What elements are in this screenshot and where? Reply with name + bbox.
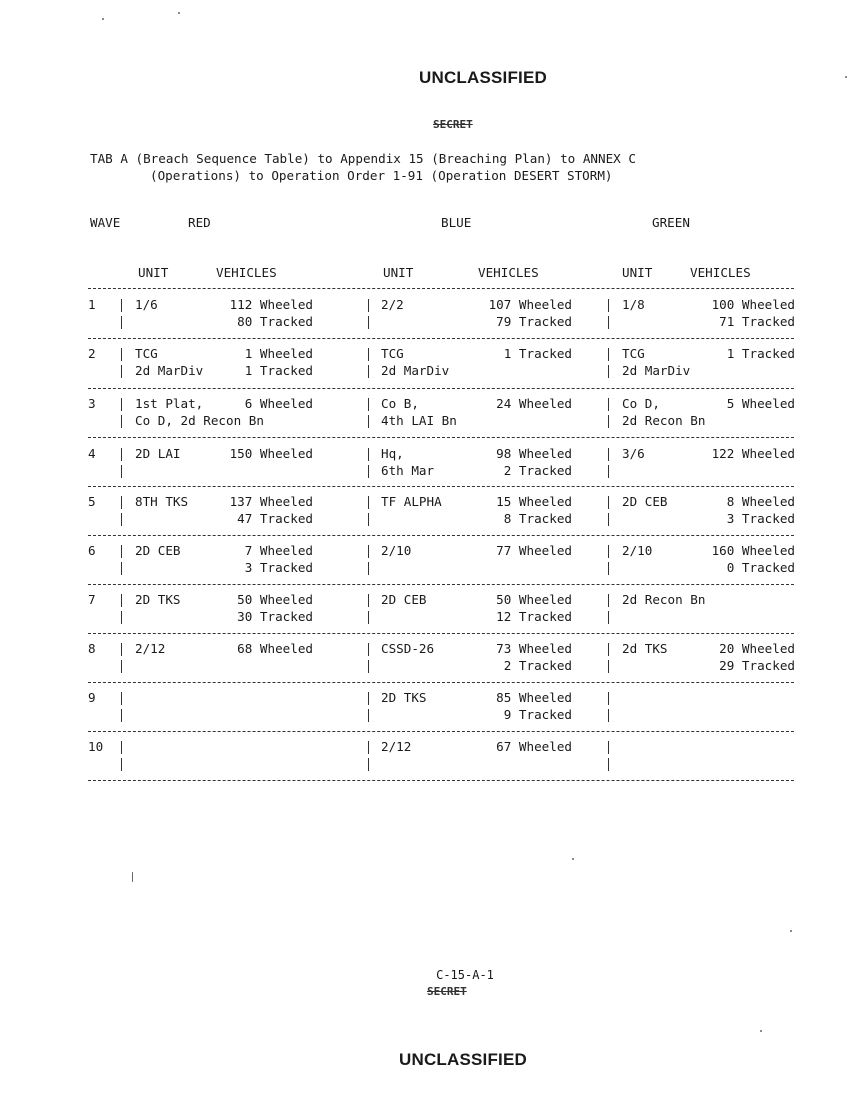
column-divider bbox=[368, 465, 369, 478]
blue-vehicles: 67 Wheeled bbox=[496, 739, 572, 754]
red-unit: 8TH TKS bbox=[135, 494, 189, 509]
column-divider bbox=[368, 513, 369, 526]
blue-unit: Hq, bbox=[381, 446, 404, 461]
wave-number: 9 bbox=[88, 690, 96, 705]
row-separator bbox=[88, 535, 794, 536]
row-separator bbox=[88, 682, 794, 683]
column-divider bbox=[608, 741, 609, 754]
red-unit: 1st Plat, bbox=[135, 396, 204, 411]
blue-unit: 4th LAI Bn bbox=[381, 413, 457, 428]
green-vehicles: 122 Wheeled bbox=[711, 446, 795, 461]
red-unit-header: UNIT bbox=[138, 265, 169, 280]
blue-unit: 6th Mar bbox=[381, 463, 435, 478]
red-vehicles: 30 Tracked bbox=[237, 609, 313, 624]
column-divider bbox=[368, 660, 369, 673]
column-divider bbox=[368, 348, 369, 361]
column-divider bbox=[608, 365, 609, 378]
blue-vehicles: 107 Wheeled bbox=[488, 297, 572, 312]
classification-top: UNCLASSIFIED bbox=[418, 68, 548, 87]
blue-unit: CSSD-26 bbox=[381, 641, 435, 656]
red-unit: 2D LAI bbox=[135, 446, 181, 461]
column-divider bbox=[368, 692, 369, 705]
red-vehicles: 50 Wheeled bbox=[237, 592, 313, 607]
blue-vehicles: 12 Tracked bbox=[496, 609, 572, 624]
column-divider bbox=[368, 448, 369, 461]
red-vehicles: 150 Wheeled bbox=[229, 446, 313, 461]
struck-classification-top: SECRET bbox=[433, 118, 473, 131]
blue-vehicles: 50 Wheeled bbox=[496, 592, 572, 607]
red-unit: 1/6 bbox=[135, 297, 158, 312]
row-separator bbox=[88, 584, 794, 585]
column-divider bbox=[368, 299, 369, 312]
column-divider bbox=[608, 348, 609, 361]
column-divider bbox=[368, 709, 369, 722]
struck-classification-bottom: SECRET bbox=[427, 985, 467, 998]
green-vehicles: 3 Tracked bbox=[726, 511, 795, 526]
column-divider bbox=[368, 643, 369, 656]
column-divider bbox=[608, 758, 609, 771]
green-vehicles: 5 Wheeled bbox=[726, 396, 795, 411]
row-separator bbox=[88, 780, 794, 781]
green-unit: TCG bbox=[622, 346, 645, 361]
column-divider bbox=[121, 692, 122, 705]
column-divider bbox=[368, 316, 369, 329]
red-vehicles: 80 Tracked bbox=[237, 314, 313, 329]
wave-number: 5 bbox=[88, 494, 96, 509]
green-vehicles: 0 Tracked bbox=[726, 560, 795, 575]
column-divider bbox=[608, 415, 609, 428]
column-divider bbox=[121, 758, 122, 771]
row-separator bbox=[88, 486, 794, 487]
column-divider bbox=[121, 448, 122, 461]
scan-speck bbox=[572, 858, 574, 860]
column-divider bbox=[608, 299, 609, 312]
wave-number: 6 bbox=[88, 543, 96, 558]
column-divider bbox=[121, 348, 122, 361]
green-vehicles: 8 Wheeled bbox=[726, 494, 795, 509]
column-divider bbox=[121, 562, 122, 575]
col-blue: BLUE bbox=[441, 215, 472, 230]
green-vehicles: 100 Wheeled bbox=[711, 297, 795, 312]
green-unit: 2/10 bbox=[622, 543, 653, 558]
column-divider bbox=[608, 611, 609, 624]
column-divider bbox=[608, 496, 609, 509]
green-unit: 1/8 bbox=[622, 297, 645, 312]
column-divider bbox=[121, 365, 122, 378]
row-separator bbox=[88, 633, 794, 634]
column-divider bbox=[608, 643, 609, 656]
col-green: GREEN bbox=[652, 215, 690, 230]
wave-number: 4 bbox=[88, 446, 96, 461]
column-divider bbox=[608, 692, 609, 705]
blue-unit: 2d MarDiv bbox=[381, 363, 450, 378]
column-divider bbox=[368, 594, 369, 607]
red-unit: 2/12 bbox=[135, 641, 166, 656]
red-unit: 2D TKS bbox=[135, 592, 181, 607]
column-divider bbox=[368, 415, 369, 428]
column-divider bbox=[121, 496, 122, 509]
green-vehicles: 20 Wheeled bbox=[719, 641, 795, 656]
red-vehicles: 7 Wheeled bbox=[244, 543, 313, 558]
col-wave: WAVE bbox=[90, 215, 121, 230]
row-separator bbox=[88, 731, 794, 732]
col-red: RED bbox=[188, 215, 211, 230]
green-vehicles: 1 Tracked bbox=[726, 346, 795, 361]
column-divider bbox=[121, 594, 122, 607]
red-vehicles: 3 Tracked bbox=[244, 560, 313, 575]
row-separator bbox=[88, 338, 794, 339]
column-divider bbox=[368, 741, 369, 754]
green-unit-header: UNIT bbox=[622, 265, 653, 280]
scan-speck bbox=[178, 12, 180, 14]
column-divider bbox=[368, 398, 369, 411]
column-divider bbox=[121, 465, 122, 478]
blue-vehicles: 98 Wheeled bbox=[496, 446, 572, 461]
red-vehicles-header: VEHICLES bbox=[216, 265, 277, 280]
scan-speck bbox=[102, 18, 104, 20]
red-vehicles: 137 Wheeled bbox=[229, 494, 313, 509]
scan-speck bbox=[132, 872, 133, 882]
page-number: C-15-A-1 bbox=[436, 968, 494, 982]
column-divider bbox=[608, 660, 609, 673]
column-divider bbox=[121, 643, 122, 656]
column-divider bbox=[368, 545, 369, 558]
blue-vehicles: 73 Wheeled bbox=[496, 641, 572, 656]
red-vehicles: 68 Wheeled bbox=[237, 641, 313, 656]
red-vehicles: 47 Tracked bbox=[237, 511, 313, 526]
green-unit: 2d Recon Bn bbox=[622, 413, 706, 428]
green-unit: 2d TKS bbox=[622, 641, 668, 656]
column-divider bbox=[368, 562, 369, 575]
green-unit: 2d MarDiv bbox=[622, 363, 691, 378]
column-divider bbox=[608, 398, 609, 411]
green-unit: Co D, bbox=[622, 396, 660, 411]
blue-vehicles: 79 Tracked bbox=[496, 314, 572, 329]
green-unit: 2D CEB bbox=[622, 494, 668, 509]
column-divider bbox=[121, 709, 122, 722]
row-separator bbox=[88, 288, 794, 289]
wave-number: 3 bbox=[88, 396, 96, 411]
column-divider bbox=[608, 513, 609, 526]
green-vehicles: 71 Tracked bbox=[719, 314, 795, 329]
red-unit: Co D, 2d Recon Bn bbox=[135, 413, 264, 428]
red-vehicles: 1 Tracked bbox=[244, 363, 313, 378]
column-divider bbox=[608, 465, 609, 478]
blue-unit: TF ALPHA bbox=[381, 494, 442, 509]
column-divider bbox=[121, 611, 122, 624]
green-unit: 2d Recon Bn bbox=[622, 592, 706, 607]
red-vehicles: 112 Wheeled bbox=[229, 297, 313, 312]
heading-line-1: TAB A (Breach Sequence Table) to Appendix 15 (Breaching Plan) to ANNEX C bbox=[90, 151, 636, 166]
heading-line-2: (Operations) to Operation Order 1-91 (Operation DESERT STORM) bbox=[150, 168, 613, 183]
column-divider bbox=[121, 741, 122, 754]
blue-vehicles: 9 Tracked bbox=[503, 707, 572, 722]
blue-unit: 2D TKS bbox=[381, 690, 427, 705]
column-divider bbox=[121, 415, 122, 428]
blue-unit: 2D CEB bbox=[381, 592, 427, 607]
column-divider bbox=[368, 496, 369, 509]
column-divider bbox=[608, 316, 609, 329]
wave-number: 10 bbox=[88, 739, 104, 754]
classification-bottom: UNCLASSIFIED bbox=[398, 1050, 528, 1069]
red-unit: 2D CEB bbox=[135, 543, 181, 558]
wave-number: 1 bbox=[88, 297, 96, 312]
blue-unit: Co B, bbox=[381, 396, 419, 411]
blue-vehicles: 2 Tracked bbox=[503, 463, 572, 478]
row-separator bbox=[88, 437, 794, 438]
blue-unit: 2/10 bbox=[381, 543, 412, 558]
green-unit: 3/6 bbox=[622, 446, 645, 461]
blue-unit: 2/12 bbox=[381, 739, 412, 754]
column-divider bbox=[608, 594, 609, 607]
wave-number: 7 bbox=[88, 592, 96, 607]
scan-speck bbox=[760, 1030, 762, 1032]
blue-vehicles: 24 Wheeled bbox=[496, 396, 572, 411]
blue-vehicles-header: VEHICLES bbox=[478, 265, 539, 280]
green-vehicles-header: VEHICLES bbox=[690, 265, 751, 280]
blue-vehicles: 15 Wheeled bbox=[496, 494, 572, 509]
red-unit: TCG bbox=[135, 346, 158, 361]
row-separator bbox=[88, 388, 794, 389]
blue-vehicles: 8 Tracked bbox=[503, 511, 572, 526]
wave-number: 8 bbox=[88, 641, 96, 656]
green-vehicles: 29 Tracked bbox=[719, 658, 795, 673]
column-divider bbox=[121, 398, 122, 411]
blue-vehicles: 1 Tracked bbox=[503, 346, 572, 361]
column-divider bbox=[368, 365, 369, 378]
red-vehicles: 1 Wheeled bbox=[244, 346, 313, 361]
blue-unit: TCG bbox=[381, 346, 404, 361]
column-divider bbox=[608, 545, 609, 558]
column-divider bbox=[368, 758, 369, 771]
blue-vehicles: 85 Wheeled bbox=[496, 690, 572, 705]
wave-number: 2 bbox=[88, 346, 96, 361]
column-divider bbox=[121, 316, 122, 329]
red-vehicles: 6 Wheeled bbox=[244, 396, 313, 411]
scan-speck bbox=[845, 76, 847, 78]
column-divider bbox=[121, 545, 122, 558]
blue-unit-header: UNIT bbox=[383, 265, 414, 280]
column-divider bbox=[121, 513, 122, 526]
red-unit: 2d MarDiv bbox=[135, 363, 204, 378]
column-divider bbox=[608, 448, 609, 461]
blue-unit: 2/2 bbox=[381, 297, 404, 312]
scan-speck bbox=[790, 930, 792, 932]
blue-vehicles: 77 Wheeled bbox=[496, 543, 572, 558]
green-vehicles: 160 Wheeled bbox=[711, 543, 795, 558]
column-divider bbox=[121, 299, 122, 312]
column-divider bbox=[608, 562, 609, 575]
column-divider bbox=[121, 660, 122, 673]
blue-vehicles: 2 Tracked bbox=[503, 658, 572, 673]
column-divider bbox=[368, 611, 369, 624]
column-divider bbox=[608, 709, 609, 722]
